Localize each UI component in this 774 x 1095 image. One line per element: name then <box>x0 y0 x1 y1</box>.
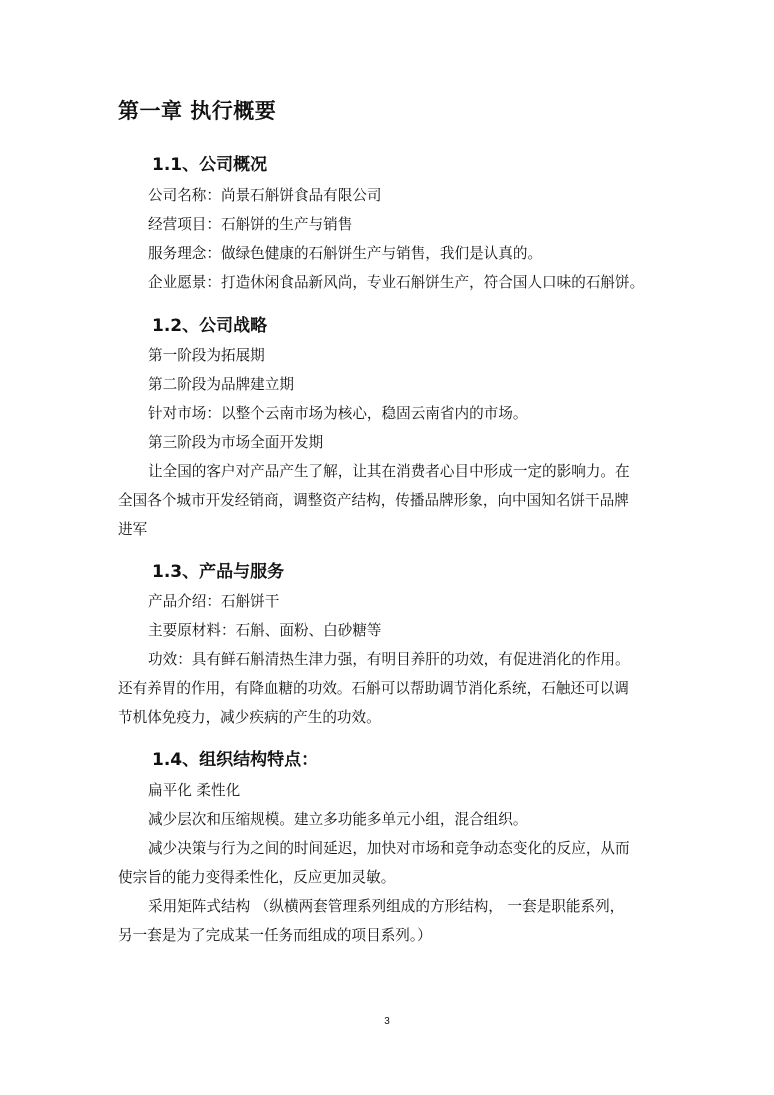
paragraph-line: 第三阶段为市场全面开发期 <box>148 434 324 451</box>
page-number: 3 <box>384 1016 390 1027</box>
paragraph-line: 进军 <box>118 521 148 538</box>
paragraph-line: 扁平化 柔性化 <box>148 782 241 799</box>
paragraph-line: 功效：具有鲜石斛清热生津力强，有明目养肝的功效，有促进消化的作用。 <box>148 651 630 668</box>
paragraph-line: 全国各个城市开发经销商，调整资产结构，传播品牌形象，向中国知名饼干品牌 <box>118 492 629 509</box>
chapter-title: 第一章 执行概要 <box>118 99 277 123</box>
paragraph-line: 另一套是为了完成某一任务而组成的项目系列。） <box>118 927 432 944</box>
paragraph-line: 采用矩阵式结构 （纵横两套管理系列组成的方形结构， 一套是职能系列， <box>148 898 625 915</box>
section-heading-company-overview: 1.1、公司概况 <box>152 155 268 175</box>
section-heading-products-services: 1.3、产品与服务 <box>152 562 285 582</box>
paragraph-line: 产品介绍：石斛饼干 <box>148 593 280 610</box>
paragraph-line: 服务理念：做绿色健康的石斛饼生产与销售，我们是认真的。 <box>148 245 543 262</box>
paragraph-line: 减少层次和压缩规模。建立多功能多单元小组，混合组织。 <box>148 811 528 828</box>
paragraph-line: 企业愿景：打造休闲食品新风尚，专业石斛饼生产，符合国人口味的石斛饼。 <box>148 274 645 291</box>
paragraph-line: 经营项目：石斛饼的生产与销售 <box>148 216 353 233</box>
section-heading-company-strategy: 1.2、公司战略 <box>152 316 268 336</box>
paragraph-line: 减少决策与行为之间的时间延迟，加快对市场和竞争动态变化的反应，从而 <box>148 840 630 857</box>
section-heading-org-structure: 1.4、组织结构特点： <box>152 750 319 770</box>
paragraph-line: 公司名称：尚景石斛饼食品有限公司 <box>148 187 382 204</box>
paragraph-line: 主要原材料：石斛、面粉、白砂糖等 <box>148 622 382 639</box>
paragraph-line: 第一阶段为拓展期 <box>148 347 265 364</box>
paragraph-line: 还有养胃的作用，有降血糖的功效。石斛可以帮助调节消化系统，石触还可以调 <box>118 680 629 697</box>
paragraph-line: 第二阶段为品牌建立期 <box>148 376 294 393</box>
paragraph-line: 节机体免疫力，减少疾病的产生的功效。 <box>118 709 381 726</box>
paragraph-line: 针对市场：以整个云南市场为核心，稳固云南省内的市场。 <box>148 405 528 422</box>
paragraph-line: 让全国的客户对产品产生了解，让其在消费者心目中形成一定的影响力。在 <box>148 463 630 480</box>
paragraph-line: 使宗旨的能力变得柔性化，反应更加灵敏。 <box>118 869 396 886</box>
